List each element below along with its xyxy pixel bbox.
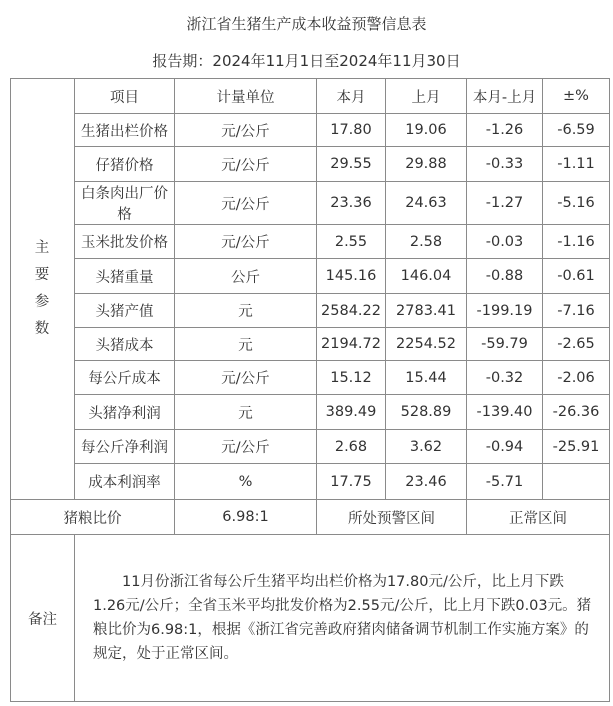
cell-pct: -2.65 — [543, 328, 610, 361]
remark-row — [11, 535, 610, 702]
remark-text: 11月份浙江省每公斤生猪平均出栏价格为17.80元/公斤，比上月下跌1.26元/公斤；全省玉米平均批发价格为2.55元/公斤，比上月下跌0.03元。猪粮比价为6.98:1，根据《浙江省完善政府猪肉储备调节机制工作实施方案》的规定，处于正常区间。 — [93, 574, 592, 662]
cell-diff: -59.79 — [467, 328, 543, 361]
cell-this-month: 17.75 — [317, 464, 386, 500]
ratio-row — [11, 500, 610, 535]
cell-pct: -2.06 — [543, 361, 610, 395]
cell-unit: 元 — [175, 328, 317, 361]
table-row — [11, 464, 610, 500]
cell-pct: -7.16 — [543, 294, 610, 328]
table-row — [11, 147, 610, 182]
cell-unit: % — [175, 464, 317, 500]
table-row — [11, 395, 610, 430]
cell-unit: 元/公斤 — [175, 147, 317, 182]
cell-item: 头猪产值 — [75, 294, 175, 328]
cell-diff: -199.19 — [467, 294, 543, 328]
cell-this-month: 145.16 — [317, 259, 386, 294]
cell-item: 玉米批发价格 — [75, 225, 175, 259]
remark-cell — [75, 535, 610, 702]
cost-benefit-table — [10, 78, 610, 702]
table-body — [11, 79, 610, 702]
cell-last-month: 2783.41 — [386, 294, 467, 328]
header-pct: ±% — [543, 79, 610, 114]
cell-diff: -0.03 — [467, 225, 543, 259]
cell-item: 成本利润率 — [75, 464, 175, 500]
table-row — [11, 328, 610, 361]
header-diff: 本月-上月 — [467, 79, 543, 114]
cell-this-month: 15.12 — [317, 361, 386, 395]
cell-last-month: 2.58 — [386, 225, 467, 259]
ratio-label: 猪粮比价 — [11, 500, 175, 535]
cell-last-month: 23.46 — [386, 464, 467, 500]
table-row — [11, 361, 610, 395]
cell-diff: -0.94 — [467, 430, 543, 464]
cell-last-month: 19.06 — [386, 114, 467, 147]
report-title: 浙江省生猪生产成本收益预警信息表 — [186, 15, 427, 33]
cell-unit: 元/公斤 — [175, 225, 317, 259]
cell-pct: -1.16 — [543, 225, 610, 259]
cell-diff: -0.32 — [467, 361, 543, 395]
cell-item: 头猪成本 — [75, 328, 175, 361]
cell-this-month: 17.80 — [317, 114, 386, 147]
cell-this-month: 23.36 — [317, 182, 386, 225]
cell-item: 仔猪价格 — [75, 147, 175, 182]
cell-last-month: 2254.52 — [386, 328, 467, 361]
cell-this-month: 2.68 — [317, 430, 386, 464]
cell-pct: -26.36 — [543, 395, 610, 430]
cell-item: 头猪重量 — [75, 259, 175, 294]
section-label: 主 要 参 数 — [11, 79, 75, 500]
cell-last-month: 3.62 — [386, 430, 467, 464]
header-item: 项目 — [75, 79, 175, 114]
cell-unit: 元/公斤 — [175, 430, 317, 464]
cell-item: 每公斤净利润 — [75, 430, 175, 464]
cell-diff: -1.27 — [467, 182, 543, 225]
cell-diff: -0.88 — [467, 259, 543, 294]
cell-unit: 元 — [175, 294, 317, 328]
table-row — [11, 114, 610, 147]
zone-label: 所处预警区间 — [317, 500, 467, 535]
cell-last-month: 15.44 — [386, 361, 467, 395]
cell-this-month: 2.55 — [317, 225, 386, 259]
table-row — [11, 294, 610, 328]
cell-pct: -1.11 — [543, 147, 610, 182]
cell-last-month: 24.63 — [386, 182, 467, 225]
cell-pct: -5.16 — [543, 182, 610, 225]
cell-unit: 元 — [175, 395, 317, 430]
cell-this-month: 389.49 — [317, 395, 386, 430]
cell-item: 白条肉出厂价格 — [75, 182, 175, 225]
cell-this-month: 2194.72 — [317, 328, 386, 361]
cell-pct: -6.59 — [543, 114, 610, 147]
cell-item: 头猪净利润 — [75, 395, 175, 430]
ratio-value: 6.98:1 — [175, 500, 317, 535]
remark-label: 备注 — [11, 535, 75, 702]
table-row — [11, 259, 610, 294]
cell-diff: -0.33 — [467, 147, 543, 182]
header-this-month: 本月 — [317, 79, 386, 114]
zone-value: 正常区间 — [467, 500, 610, 535]
cell-unit: 公斤 — [175, 259, 317, 294]
header-row — [11, 79, 610, 114]
cell-this-month: 2584.22 — [317, 294, 386, 328]
cell-diff: -1.26 — [467, 114, 543, 147]
header-last-month: 上月 — [386, 79, 467, 114]
cell-item: 生猪出栏价格 — [75, 114, 175, 147]
cell-unit: 元/公斤 — [175, 114, 317, 147]
cell-unit: 元/公斤 — [175, 361, 317, 395]
table-row — [11, 225, 610, 259]
cell-unit: 元/公斤 — [175, 182, 317, 225]
cell-pct — [543, 464, 610, 500]
table-row — [11, 430, 610, 464]
cell-last-month: 29.88 — [386, 147, 467, 182]
table-row — [11, 182, 610, 225]
cell-this-month: 29.55 — [317, 147, 386, 182]
cell-diff: -5.71 — [467, 464, 543, 500]
cell-diff: -139.40 — [467, 395, 543, 430]
cell-last-month: 146.04 — [386, 259, 467, 294]
cell-item: 每公斤成本 — [75, 361, 175, 395]
cell-pct: -0.61 — [543, 259, 610, 294]
header-unit: 计量单位 — [175, 79, 317, 114]
report-period: 报告期：2024年11月1日至2024年11月30日 — [152, 52, 461, 70]
cell-last-month: 528.89 — [386, 395, 467, 430]
cell-pct: -25.91 — [543, 430, 610, 464]
